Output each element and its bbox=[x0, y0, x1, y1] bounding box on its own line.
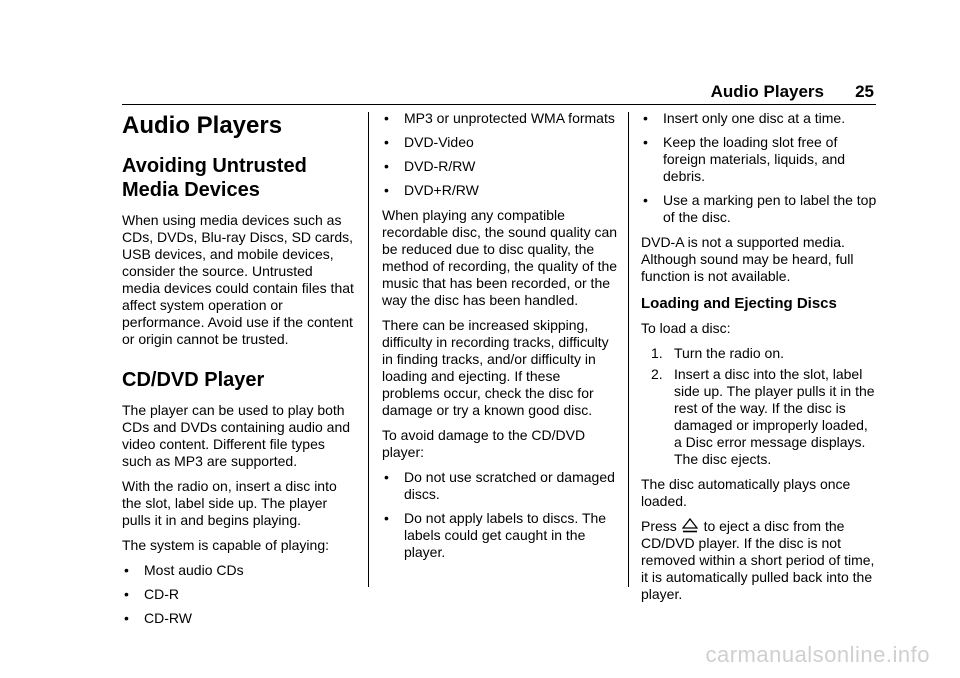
eject-paragraph bbox=[641, 518, 877, 603]
column-divider bbox=[628, 112, 629, 587]
step-item bbox=[641, 366, 877, 468]
header-title: Audio Players bbox=[710, 82, 824, 101]
bullet-list bbox=[382, 469, 620, 561]
paragraph: The player can be used to play both CDs and DVDs containing audio and video content. Different file types such as MP3 are supported. bbox=[122, 402, 351, 469]
paragraph: When using media devices such as CDs, DVDs, Blu-ray Discs, SD cards, USB devices, and mobile devices, consider the source. Untrusted media devices could contain files that affect system operation or performance. Avoid use if the content or origin cannot be trusted. bbox=[122, 212, 354, 347]
paragraph: The system is capable of playing: bbox=[122, 537, 329, 553]
step-number: 1. bbox=[651, 345, 663, 361]
list-item: • DVD+R/RW bbox=[382, 182, 620, 199]
step-text: Turn the radio on. bbox=[674, 345, 784, 361]
list-item: • CD-RW bbox=[122, 610, 354, 627]
paragraph: To load a disc: bbox=[641, 320, 731, 336]
eject-icon bbox=[682, 518, 698, 533]
step-text: Insert a disc into the slot, label side up. The player pulls it in the rest of the way. If the disc is damaged or improperly loaded, a Disc error message displays. The disc ejects. bbox=[674, 366, 875, 467]
subheading-loading-ejecting: Loading and Ejecting Discs bbox=[641, 295, 837, 312]
step-item bbox=[641, 345, 877, 362]
eject-text: to eject a disc from the CD/DVD player. If the disc is not removed within a short period of time, it is automatically pulled back into the player. bbox=[641, 518, 875, 602]
list-item: • Most audio CDs bbox=[122, 562, 354, 579]
paragraph: When playing any compatible recordable disc, the sound quality can be reduced due to disc quality, the method of recording, the quality of the music that has been recorded, or the way the disc has been handled. bbox=[382, 207, 618, 308]
paragraph: There can be increased skipping, difficulty in recording tracks, difficulty in finding tracks, and/or difficulty in loading and ejecting. If these problems occur, check the disc for damage or try a known good disc. bbox=[382, 317, 609, 418]
list-item: • Do not apply labels to discs. The labels could get caught in the player. bbox=[382, 510, 620, 561]
column-1 bbox=[122, 110, 354, 635]
subheading-untrusted-media: Avoiding Untrusted Media Devices bbox=[122, 155, 307, 201]
column-2 bbox=[382, 110, 620, 569]
section-title-cd-dvd: CD/DVD Player bbox=[122, 369, 265, 391]
paragraph: To avoid damage to the CD/DVD player: bbox=[382, 427, 586, 460]
list-item: • DVD-Video bbox=[382, 134, 620, 151]
list-item: • Insert only one disc at a time. bbox=[641, 110, 877, 127]
column-divider bbox=[368, 112, 369, 587]
page-number: 25 bbox=[855, 82, 874, 101]
bullet-list bbox=[641, 110, 877, 226]
step-number: 2. bbox=[651, 366, 663, 382]
list-item: • MP3 or unprotected WMA formats bbox=[382, 110, 620, 127]
page-heading: Audio Players bbox=[122, 112, 283, 139]
list-item: • Use a marking pen to label the top of the disc. bbox=[641, 192, 877, 226]
list-item: • Keep the loading slot free of foreign materials, liquids, and debris. bbox=[641, 134, 877, 185]
watermark: carmanualsonline.info bbox=[705, 642, 930, 667]
list-item: • CD-R bbox=[122, 586, 354, 603]
paragraph: With the radio on, insert a disc into the slot, label side up. The player pulls it in and begins playing. bbox=[122, 478, 337, 528]
paragraph: DVD-A is not a supported media. Although sound may be heard, full function is not available. bbox=[641, 234, 854, 284]
column-3 bbox=[641, 110, 877, 611]
list-item: • Do not use scratched or damaged discs. bbox=[382, 469, 620, 503]
page-header bbox=[122, 82, 876, 105]
bullet-list bbox=[122, 562, 354, 627]
numbered-steps bbox=[641, 345, 877, 468]
list-item: • DVD-R/RW bbox=[382, 158, 620, 175]
bullet-list bbox=[382, 110, 620, 199]
paragraph: The disc automatically plays once loaded. bbox=[641, 476, 851, 509]
press-text: Press bbox=[641, 518, 677, 534]
